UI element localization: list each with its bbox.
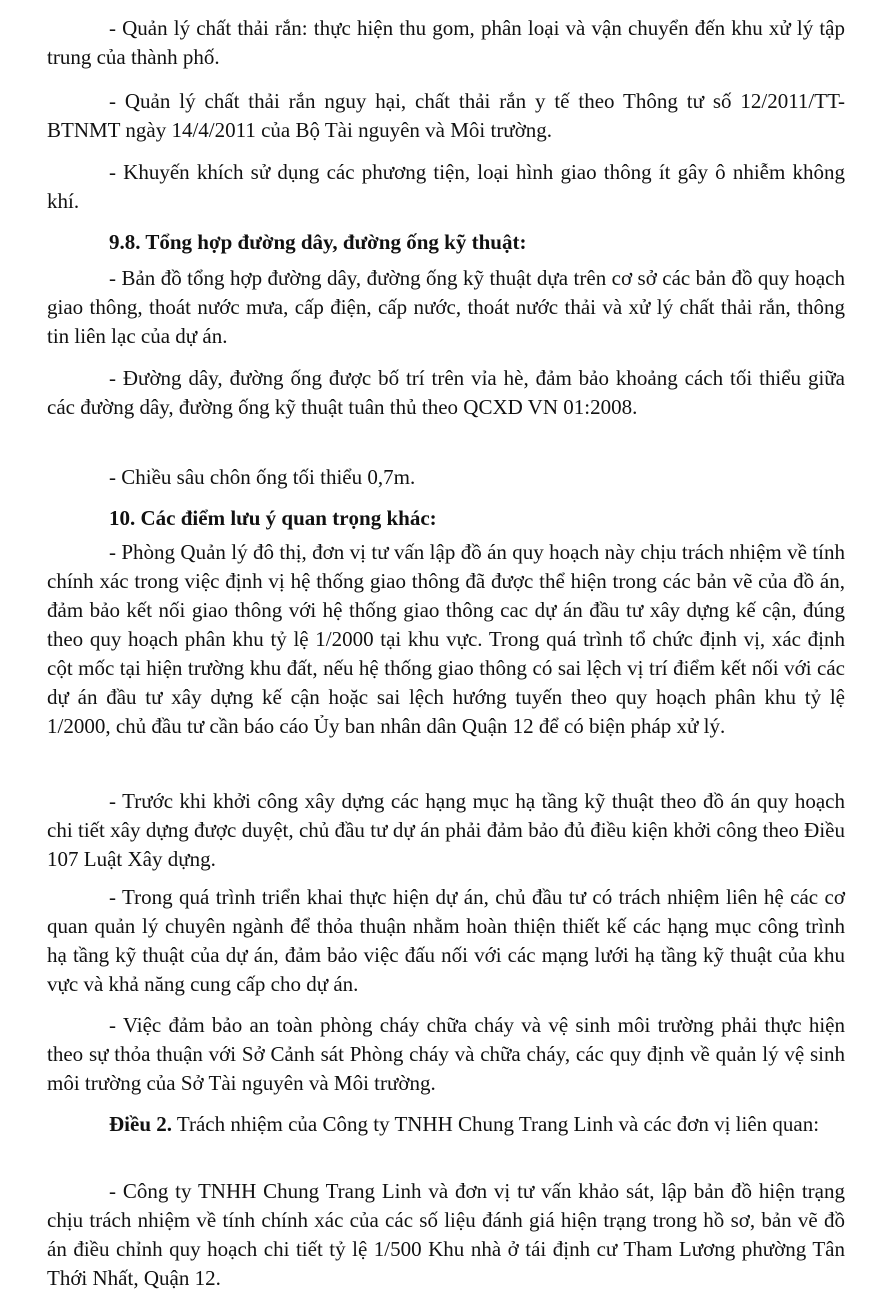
article-2-title: Trách nhiệm của Công ty TNHH Chung Trang Linh và các đơn vị liên quan: — [172, 1112, 820, 1136]
paragraph-solid-waste: - Quản lý chất thải rắn: thực hiện thu gom, phân loại và vận chuyển đến khu xử lý tập trung của thành phố. — [47, 16, 845, 69]
section-heading-9-8: 9.8. Tổng hợp đường dây, đường ống kỹ thuật: — [109, 230, 527, 254]
section-heading-10: 10. Các điểm lưu ý quan trọng khác: — [109, 506, 437, 530]
paragraph-hazardous-waste: - Quản lý chất thải rắn nguy hại, chất thải rắn y tế theo Thông tư số 12/2011/TT-BTNMT ngày 14/4/2011 của Bộ Tài nguyên và Môi trường. — [47, 89, 845, 142]
paragraph-construction-start: - Trước khi khởi công xây dựng các hạng mục hạ tầng kỹ thuật theo đồ án quy hoạch chi tiết xây dựng được duyệt, chủ đầu tư dự án phải đảm bảo đủ điều kiện khởi công theo Điều 107 Luật Xây dựng. — [47, 789, 845, 871]
paragraph-fire-safety: - Việc đảm bảo an toàn phòng cháy chữa cháy và vệ sinh môi trường phải thực hiện theo sự thỏa thuận với Sở Cảnh sát Phòng cháy và chữa cháy, các quy định về quản lý vệ sinh môi trường của Sở Tài nguyên và Môi trường. — [47, 1013, 845, 1095]
article-2-label: Điều 2. — [109, 1112, 172, 1136]
paragraph-company-responsibility: - Công ty TNHH Chung Trang Linh và đơn vị tư vấn khảo sát, lập bản đồ hiện trạng chịu trách nhiệm về tính chính xác của các số liệu đánh giá hiện trạng trong hồ sơ, bản vẽ đồ án điều chỉnh quy hoạch chi tiết tỷ lệ 1/500 Khu nhà ở tái định cư Tham Lương phường Tân Thới Nhất, Quận 12. — [47, 1179, 845, 1290]
paragraph-implementation: - Trong quá trình triển khai thực hiện dự án, chủ đầu tư có trách nhiệm liên hệ các cơ quan quản lý chuyên ngành để thỏa thuận nhằm hoàn thiện thiết kế các hạng mục công trình hạ tầng kỹ thuật của dự án, đảm bảo việc đấu nối với các mạng lưới hạ tầng kỹ thuật của khu vực và khả năng cung cấp cho dự án. — [47, 885, 845, 996]
article-2-heading — [47, 1110, 845, 1139]
paragraph-transport: - Khuyến khích sử dụng các phương tiện, loại hình giao thông ít gây ô nhiễm không khí. — [47, 160, 845, 213]
paragraph-utility-layout: - Đường dây, đường ống được bố trí trên vỉa hè, đảm bảo khoảng cách tối thiểu giữa các đường dây, đường ống kỹ thuật tuân thủ theo QCXD VN 01:2008. — [47, 366, 845, 419]
paragraph-pipe-depth: - Chiều sâu chôn ống tối thiểu 0,7m. — [109, 465, 416, 489]
paragraph-urban-management: - Phòng Quản lý đô thị, đơn vị tư vấn lập đồ án quy hoạch này chịu trách nhiệm về tính chính xác trong việc định vị hệ thống giao thông đã được thể hiện trong các bản vẽ của đồ án, đảm bảo kết nối giao thông với hệ thống giao thông cac dự án đầu tư xây dựng kế cận, đúng theo quy hoạch phân khu tỷ lệ 1/2000 tại khu vực. Trong quá trình tổ chức định vị, xác định cột mốc tại hiện trường khu đất, nếu hệ thống giao thông có sai lệch vị trí điểm kết nối với các dự án đầu tư xây dựng kế cận hoặc sai lệch hướng tuyến theo quy hoạch phân khu tỷ lệ 1/2000, chủ đầu tư cần báo cáo Ủy ban nhân dân Quận 12 để có biện pháp xử lý. — [47, 540, 845, 738]
paragraph-utility-map: - Bản đồ tổng hợp đường dây, đường ống kỹ thuật dựa trên cơ sở các bản đồ quy hoạch giao thông, thoát nước mưa, cấp điện, cấp nước, thoát nước thải và xử lý chất thải rắn, thông tin liên lạc của dự án. — [47, 266, 845, 348]
